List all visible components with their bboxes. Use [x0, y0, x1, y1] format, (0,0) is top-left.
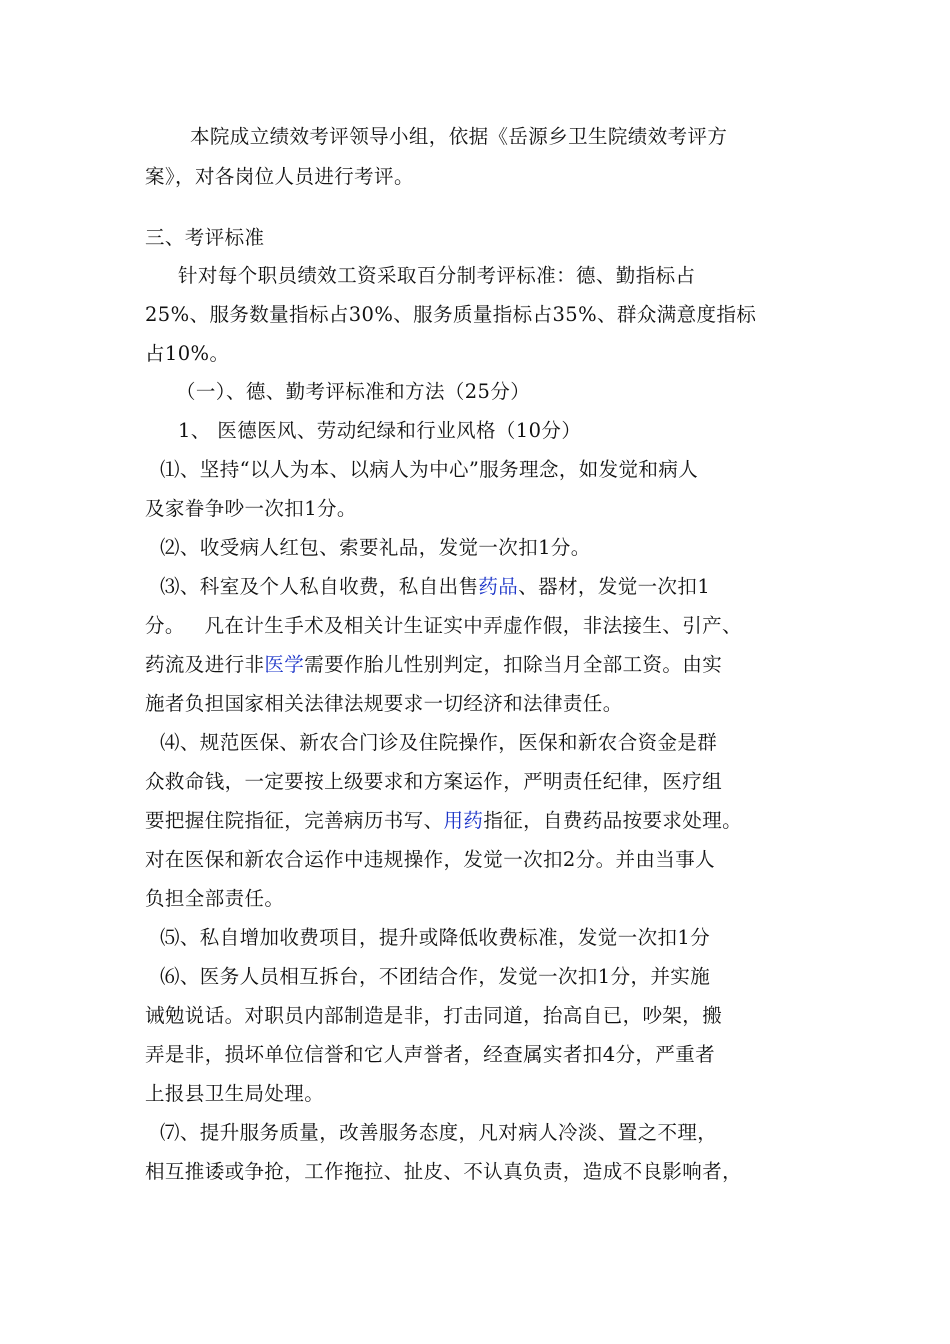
item-6-line-4: 上报县卫生局处理。 [145, 1082, 325, 1105]
standard-paragraph-line-1: 针对每个职员绩效工资采取百分制考评标准：德、勤指标占 [178, 264, 696, 287]
item-7-line-2: 相互推诿或争抢，工作拖拉、扯皮、不认真负责，造成不良影响者， [145, 1160, 743, 1183]
item-4-text-a: 要把握住院指征，完善病历书写、 [145, 809, 444, 832]
item-3-line-3 [145, 653, 825, 677]
intro-line-1: 本院成立绩效考评领导小组，依据《岳源乡卫生院绩效考评方 [190, 125, 728, 148]
item-3-text-b: 、器材，发觉一次扣1 [518, 575, 711, 598]
item-5-line-1: ⑸、私自增加收费项目，提升或降低收费标准，发觉一次扣1分 [160, 926, 711, 949]
standard-paragraph-line-2: 25%、服务数量指标占30%、服务质量指标占35%、群众满意度指标 [145, 303, 757, 326]
item-4-line-5: 负担全部责任。 [145, 887, 285, 910]
item-4-line-4: 对在医保和新农合运作中违规操作，发觉一次扣2分。并由当事人 [145, 848, 716, 871]
item-4-line-2: 众救命钱，一定要按上级要求和方案运作，严明责任纪律，医疗组 [145, 770, 723, 793]
link-yixue[interactable]: 医学 [264, 653, 305, 676]
section-heading: 三、考评标准 [145, 226, 265, 249]
item-6-line-3: 弄是非，损坏单位信誉和它人声誉者，经查属实者扣4分，严重者 [145, 1043, 716, 1066]
link-yongyao[interactable]: 用药 [443, 809, 484, 832]
item-3-line-4: 施者负担国家相关法律法规要求一切经济和法律责任。 [145, 692, 623, 715]
item-3-text-d: 需要作胎儿性别判定，扣除当月全部工资。由实 [304, 653, 723, 676]
item-7-line-1: ⑺、提升服务质量，改善服务态度，凡对病人冷淡、置之不理， [160, 1121, 718, 1144]
item-3-line-1 [160, 575, 840, 599]
item-3-line-2: 分。 凡在计生手术及相关计生证实中弄虚作假，非法接生、引产、 [145, 614, 742, 637]
item-3-text-a: ⑶、科室及个人私自收费，私自出售 [160, 575, 479, 598]
item-6-line-1: ⑹、医务人员相互拆台，不团结合作，发觉一次扣1分，并实施 [160, 965, 711, 988]
standard-paragraph-line-3: 占10%。 [145, 342, 230, 365]
intro-line-2: 案》，对各岗位人员进行考评。 [145, 165, 414, 188]
link-yaopin[interactable]: 药品 [478, 575, 519, 598]
item-4-text-b: 指征，自费药品按要求处理。 [483, 809, 743, 832]
item-3-text-c: 药流及进行非 [145, 653, 265, 676]
item-4-line-3 [145, 809, 825, 833]
item-2-line-1: ⑵、收受病人红包、索要礼品，发觉一次扣1分。 [160, 536, 591, 559]
subsection-heading: （一）、德、勤考评标准和方法（25分） [176, 380, 531, 403]
item-6-line-2: 诫勉说话。对职员内部制造是非，打击同道，抬高自已，吵架，搬 [145, 1004, 723, 1027]
item-1-line-1: ⑴、坚持“以人为本、以病人为中心”服务理念，如发觉和病人 [160, 458, 699, 481]
item-1-line-2: 及家眷争吵一次扣1分。 [145, 497, 357, 520]
item-4-line-1: ⑷、规范医保、新农合门诊及住院操作，医保和新农合资金是群 [160, 731, 718, 754]
item-heading: 1、 医德医风、劳动纪绿和行业风格（10分） [178, 419, 582, 442]
